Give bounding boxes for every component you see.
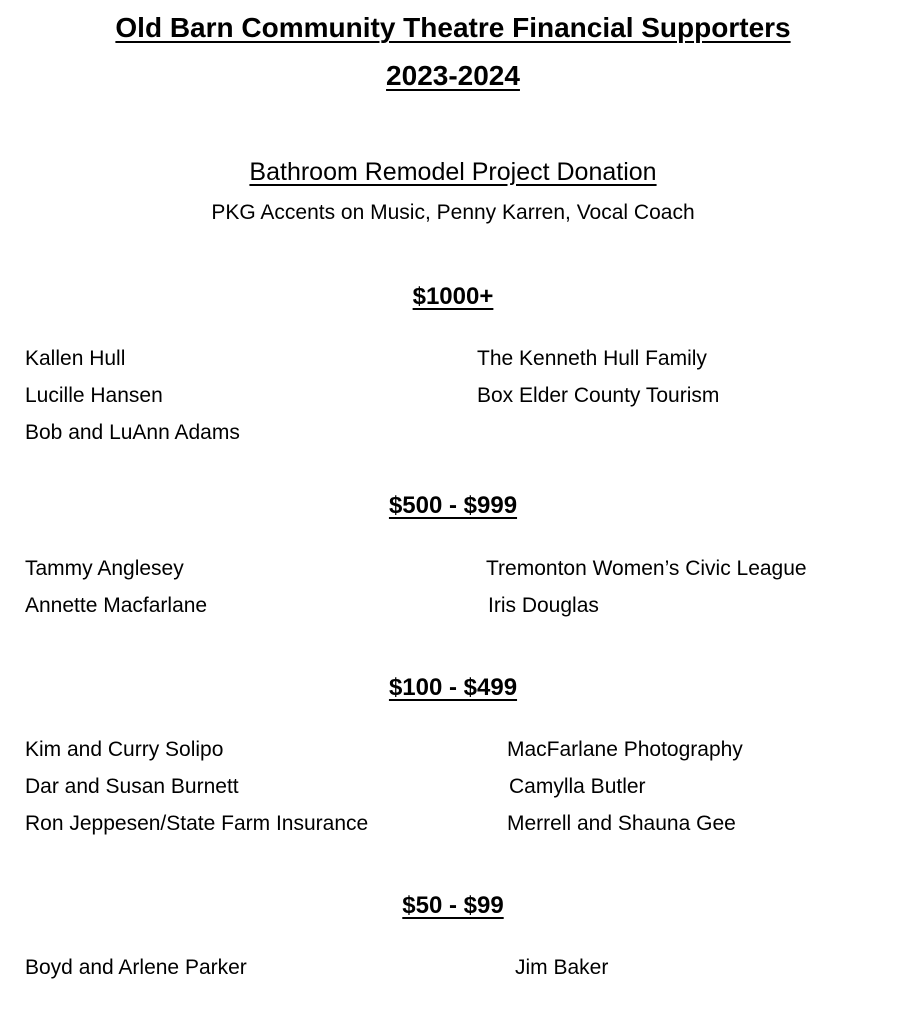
page-title-line1: Old Barn Community Theatre Financial Supporters (115, 12, 791, 43)
bathroom-project-donor: PKG Accents on Music, Penny Karren, Vocal Coach (211, 201, 695, 224)
donor-name: MacFarlane Photography (507, 738, 743, 761)
page-title-line2: 2023-2024 (386, 60, 520, 91)
bathroom-project-heading: Bathroom Remodel Project Donation (249, 158, 657, 186)
donor-name: Dar and Susan Burnett (25, 775, 239, 798)
tier-heading-1000: $1000+ (412, 283, 494, 310)
donor-name: Camylla Butler (509, 775, 646, 798)
donor-name: Tremonton Women’s Civic League (486, 557, 807, 580)
donor-name: Iris Douglas (488, 594, 599, 617)
donor-name: The Kenneth Hull Family (477, 347, 707, 370)
tier-heading-500: $500 - $999 (388, 492, 518, 519)
donor-name: Jim Baker (515, 956, 609, 979)
donor-name: Kim and Curry Solipo (25, 738, 224, 761)
donor-name: Boyd and Arlene Parker (25, 956, 247, 979)
donor-name: Merrell and Shauna Gee (507, 812, 736, 835)
donor-name: Tammy Anglesey (25, 557, 184, 580)
donor-name: Bob and LuAnn Adams (25, 421, 240, 444)
donor-name: Ron Jeppesen/State Farm Insurance (25, 812, 369, 835)
tier-heading-50: $50 - $99 (402, 892, 504, 919)
donor-name: Box Elder County Tourism (477, 384, 720, 407)
donor-name: Lucille Hansen (25, 384, 163, 407)
donor-name: Kallen Hull (25, 347, 126, 370)
donor-name: Annette Macfarlane (25, 594, 208, 617)
tier-heading-100: $100 - $499 (388, 674, 518, 701)
